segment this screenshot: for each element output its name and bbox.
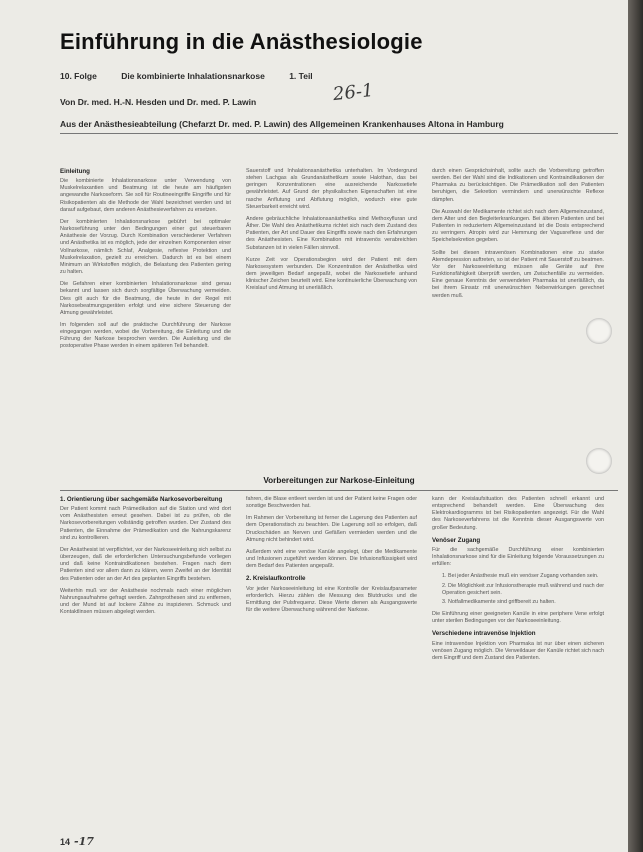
preparation-paragraph: Die Einführung einer geeigneten Kanüle in eine periphere Vene erfolgt unter sterilen Bedingungen vor der Narkoseeinleitung. xyxy=(432,611,604,625)
punch-hole xyxy=(586,318,612,344)
subsection-heading: 2. Kreislaufkontrolle xyxy=(246,575,306,583)
punch-hole xyxy=(586,448,612,474)
list-item: 1. Bei jeder Anästhesie muß ein venöser Zugang vorhanden sein. xyxy=(442,573,599,580)
page-number-handwritten: -17 xyxy=(74,835,94,848)
requirements-list xyxy=(432,573,604,606)
page-number-printed: 14 xyxy=(60,837,71,847)
authors-line: Von Dr. med. H.-N. Hesden und Dr. med. P. Lawin xyxy=(60,97,257,107)
preparation-paragraph: Für die sachgemäße Durchführung einer kombinierten Inhalationsnarkose sind für die Einleitung folgende Voraussetzungen zu erfüllen: xyxy=(432,546,604,568)
preparation-paragraph: Eine intravenöse Injektion von Pharmaka ist nur über einen sicheren venösen Zugang möglich. Die Verweildauer der Kanüle richtet sich nach dem Eingriff und dem Zustand des Patienten. xyxy=(432,640,604,661)
series-part: 10. Folge xyxy=(60,71,97,81)
subsection-heading: Verschiedene intravenöse Injektion xyxy=(432,630,536,638)
preparation-paragraph: Der Patient kommt nach Prämedikation auf die Station und wird dort vom Anästhesisten erneut gesehen. Dabei ist zu prüfen, ob die Narkosevorbereitungen vollständig getroffen wurden. Der Zustand des Patienten, die Einnahme der Prämedikation und die Nahrungskarenz sind zu kontrollieren. xyxy=(60,506,231,541)
preparation-paragraph: kann der Kreislaufsituation des Patienten schnell erkannt und entsprechend behandelt werden. Eine Überwachung des Elektrokardiogramms ist bei Risikopatienten angezeigt. Für die Wahl des Narkoseverfahrens ist die Kenntnis dieser Ausgangswerte von großer Bedeutung. xyxy=(432,496,604,531)
preparation-paragraph: Außerdem wird eine venöse Kanüle angelegt, über die Medikamente und Infusionen zugeführt werden können. Die Infusionsflüssigkeit wird dem Bedarf des Patienten angepaßt. xyxy=(246,548,417,570)
section-divider xyxy=(60,490,618,491)
series-line xyxy=(60,71,335,81)
intro-column-3 xyxy=(432,168,604,468)
intro-paragraph: Andere gebräuchliche Inhalationsanästhetika sind Methoxyfluran und Äther. Die Wahl des Anästhetikums richtet sich nach dem Zustand des Patienten, der Art und Dauer des Eingriffs sowie nach den Erfahrungen des Anästhesisten. Eine Kombination mit intravenös verabreichten Substanzen ist in vielen Fällen sinnvoll. xyxy=(246,215,417,251)
intro-paragraph: Die Gefahren einer kombinierten Inhalationsnarkose sind genau bekannt und lassen sich durch sorgfältige Überwachung vermeiden. Dies gilt auch für die Beatmung, die heute in der Regel mit Narkosebeatmungsgeräten erfolgt und eine sichere Steuerung der Atmung gewährleistet. xyxy=(60,281,231,316)
preparation-paragraph: Der Anästhesist ist verpflichtet, vor der Narkoseeinleitung sich selbst zu überzeugen, daß die erforderlichen Untersuchungsbefunde vorliegen und daß keine Kontraindikationen bestehen. Fragen nach dem Patienten sind vor allem dann zu klären, wenn Zweifel an der Identität des Patienten oder an der Art des geplanten Eingriffs bestehen. xyxy=(60,546,231,582)
subsection-heading: 1. Orientierung über sachgemäße Narkosevorbereitung xyxy=(60,496,223,503)
intro-paragraph: Kurze Zeit vor Operationsbeginn wird der Patient mit dem Narkosesystem verbunden. Die Konzentration der Anästhetika wird dem jeweiligen Bedarf angepaßt, wobei die Narkosetiefe anhand klinischer Zeichen beurteilt wird. Eine kontinuierliche Überwachung von Kreislauf und Atmung ist unerläßlich. xyxy=(246,256,417,292)
preparation-paragraph: Weiterhin muß vor der Anästhesie nochmals nach einer möglichen Nahrungsaufnahme gefragt werden. Zahnprothesen sind zu entfernen, und der Mund ist auf lockere Zähne zu inspizieren. Schmuck und Kontaktlinsen müssen abgelegt werden. xyxy=(60,587,231,616)
preparation-column-1 xyxy=(60,496,231,831)
intro-paragraph: Der kombinierten Inhalationsnarkose gebührt bei optimaler Narkoseführung unter den Bedingungen einer gut steuerbaren Anästhesie der Vorzug. Durch Kombination verschiedener Verfahren und Anästhetika ist es möglich, jede der einzelnen Komponenten einer Vollnarkose, nämlich Schlaf, Analgesie, reflexive Protektion und Muskelrelaxation, gezielt zu erreichen. Dadurch ist es bei einem Minimum an Wirkstoffen möglich, die Belastung des Patienten gering zu halten. xyxy=(60,218,231,276)
preparation-column-3 xyxy=(432,496,604,831)
intro-paragraph: durch einen Gesprächsinhalt, sollte auch die Vorbereitung getroffen werden. Bei der Wahl sind die Indikationen und Kontraindikationen der Pharmaka zu berücksichtigen. Die Prämedikation soll den Patienten beruhigen, die Sekretion vermindern und unerwünschte Reflexe dämpfen. xyxy=(432,168,604,203)
list-item: 3. Notfallmedikamente sind griffbereit zu halten. xyxy=(442,598,556,605)
preparation-paragraph: Vor jeder Narkoseeinleitung ist eine Kontrolle der Kreislaufparameter erforderlich. Hierzu zählen die Messung des Blutdrucks und die Ermittlung der Pulsfrequenz. Diese Werte dienen als Ausgangswerte für die weitere Überwachung während der Narkose. xyxy=(246,585,417,614)
intro-column-1 xyxy=(60,168,231,468)
list-item: 2. Die Möglichkeit zur Infusionstherapie muß während und nach der Operation gesichert sein. xyxy=(442,582,604,596)
page-number xyxy=(60,835,94,848)
intro-paragraph: Im folgenden soll auf die praktische Durchführung der Narkose eingegangen werden, wobei die Vorbereitung, die Einleitung und die Führung der Narkose besprochen werden. Die Ausleitung und die postoperative Phase werden in einem späteren Teil behandelt. xyxy=(60,321,231,350)
binding-shadow xyxy=(628,0,643,852)
preparation-paragraph: Im Rahmen der Vorbereitung ist ferner die Lagerung des Patienten auf dem Operationstisch zu beachten. Die Lagerung soll so erfolgen, daß Druckschäden an Nerven und Gefäßen vermieden werden und die Atmung nicht behindert wird. xyxy=(246,515,417,543)
preparation-paragraph: fahren, die Blase entleert werden ist und der Patient keine Fragen oder sonstige Beschwerden hat. xyxy=(246,496,417,510)
intro-column-2 xyxy=(246,168,417,468)
intro-heading: Einleitung xyxy=(60,168,90,175)
series-title: Die kombinierte Inhalationsnarkose xyxy=(121,71,265,81)
handwritten-note: 26-1 xyxy=(332,79,375,106)
intro-paragraph: Die kombinierte Inhalationsnarkose unter Verwendung von Muskelrelaxantien und Beatmung ist die heute am häufigsten angewandte Narkoseform. Sie soll für Routineeingriffe Eingriffe und für Risikopatienten als die Methode der Wahl bezeichnet werden und ist darauf aufgebaut, dem anderen Anästhesieverfahren zu ersetzen. xyxy=(60,178,231,213)
series-section: 1. Teil xyxy=(289,71,313,81)
intro-paragraph: Die Auswahl der Medikamente richtet sich nach dem Allgemeinzustand, dem Alter und den Begleiterkrankungen. Bei älteren Patienten und bei Patienten in reduziertem Allgemeinzustand ist die Dosis entsprechend zu verringern. Atropin wird zur Hemmung der Vagusreflexe und der Speichelsekretion gegeben. xyxy=(432,208,604,244)
affiliation-line: Aus der Anästhesieabteilung (Chefarzt Dr. med. P. Lawin) des Allgemeinen Krankenhauses Altona in Hamburg xyxy=(60,119,504,129)
subsection-heading: Venöser Zugang xyxy=(432,536,481,544)
intro-paragraph: Sauerstoff und Inhalationsanästhetika unterhalten. Im Vordergrund stehen Lachgas als Grundanästhetikum sowie Halothan, das bei geringen Konzentrationen eine ausreichende Narkosetiefe gewährleistet. Auf Grund der physikalischen Eigenschaften ist eine rasche Anflutung und Abflutung möglich, wodurch eine gute Steuerbarkeit erreicht wird. xyxy=(246,168,417,210)
intro-paragraph: Sollte bei diesen intravenösen Kombinationen eine zu starke Atemdepression auftreten, so ist der Patient mit Sauerstoff zu beatmen. Vor der Narkoseeinleitung müssen alle Geräte auf ihre Funktionsfähigkeit überprüft werden, um Zwischenfälle zu vermeiden. Eine genaue Kenntnis der verwendeten Pharmaka ist unerläßlich, da bei ihrem Einsatz mit unerwünschten Nebenwirkungen gerechnet werden muß. xyxy=(432,249,604,299)
section-title: Vorbereitungen zur Narkose-Einleitung xyxy=(263,476,415,485)
header-divider xyxy=(60,133,618,134)
preparation-column-2 xyxy=(246,496,417,831)
article-title: Einführung in die Anästhesiologie xyxy=(60,29,423,54)
